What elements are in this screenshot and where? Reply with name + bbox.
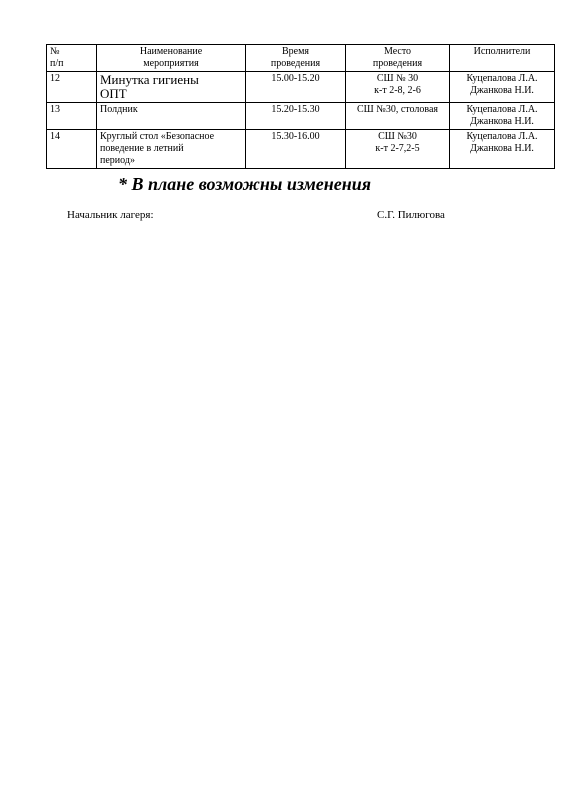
table-header-row bbox=[47, 45, 555, 72]
row-executors: Куцепалова Л.А. Джанкова Н.И. bbox=[450, 130, 555, 169]
changes-note: * В плане возможны изменения bbox=[118, 174, 372, 194]
row-num: 12 bbox=[47, 72, 97, 103]
row-place: СШ № 30 к-т 2-8, 2-6 bbox=[346, 72, 450, 103]
table-row bbox=[47, 72, 555, 103]
row-executors: Куцепалова Л.А. Джанкова Н.И. bbox=[450, 103, 555, 130]
row-executors: Куцепалова Л.А. Джанкова Н.И. bbox=[450, 72, 555, 103]
table-row bbox=[47, 130, 555, 169]
header-num: № п/п bbox=[47, 45, 97, 72]
row-time: 15.30-16.00 bbox=[246, 130, 346, 169]
signature-name: С.Г. Пилюгова bbox=[377, 209, 445, 221]
header-time: Время проведения bbox=[246, 45, 346, 72]
header-name: Наименование мероприятия bbox=[97, 45, 246, 72]
schedule-table bbox=[46, 44, 555, 169]
row-place: СШ №30, столовая bbox=[346, 103, 450, 130]
row-name: Полдник bbox=[97, 103, 246, 130]
table-row bbox=[47, 103, 555, 130]
header-place: Место проведения bbox=[346, 45, 450, 72]
row-place: СШ №30 к-т 2-7,2-5 bbox=[346, 130, 450, 169]
row-num: 13 bbox=[47, 103, 97, 130]
row-name: Круглый стол «Безопасное поведение в летний период» bbox=[97, 130, 246, 169]
row-num: 14 bbox=[47, 130, 97, 169]
row-name: Минутка гигиены ОПТ bbox=[97, 72, 246, 103]
row-time: 15.00-15.20 bbox=[246, 72, 346, 103]
header-executors: Исполнители bbox=[450, 45, 555, 72]
signature-label: Начальник лагеря: bbox=[67, 209, 154, 221]
row-time: 15.20-15.30 bbox=[246, 103, 346, 130]
